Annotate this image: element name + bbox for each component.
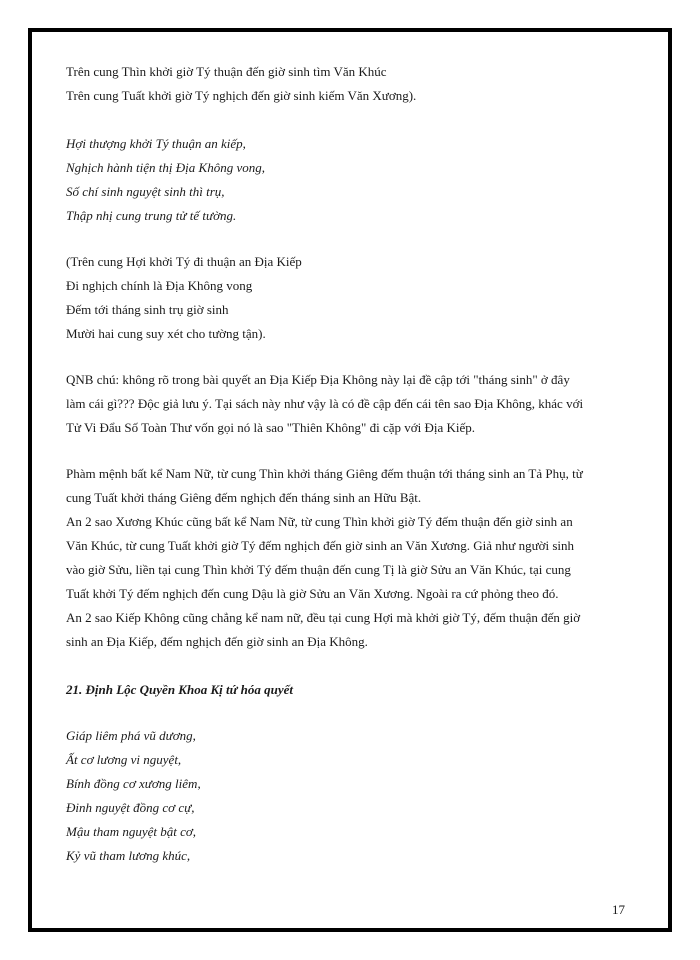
note-line: QNB chú: không rõ trong bài quyết an Địa Kiếp Địa Không này lại đề cập tới "tháng sinh" ở đây (66, 372, 570, 387)
explanation-line: Văn Khúc, từ cung Tuất khởi giờ Tý đếm nghịch đến giờ sinh an Văn Xương. Giả như người sinh (66, 538, 575, 553)
translation-line: (Trên cung Hợi khởi Tý đi thuận an Địa Kiếp (66, 254, 302, 269)
poem-line: Ất cơ lương vi nguyệt, (66, 752, 182, 767)
page-number: 17 (612, 902, 625, 917)
poem-line: Thập nhị cung trung tử tế tường. (66, 208, 237, 223)
poem-line: Số chí sinh nguyệt sinh thì trụ, (66, 184, 225, 199)
note-line: làm cái gì??? Độc giả lưu ý. Tại sách này như vậy là có đề cập đến cái tên sao Địa Không, khác với (66, 396, 584, 411)
poem-line: Kỷ vũ tham lương khúc, (66, 848, 191, 863)
explanation-line: An 2 sao Xương Khúc cũng bất kể Nam Nữ, từ cung Thìn khởi giờ Tý đếm thuận đến giờ sinh an (66, 514, 573, 529)
translation-line: Mười hai cung suy xét cho tường tận). (66, 326, 266, 341)
explanation-line: sinh an Địa Kiếp, đếm nghịch đến giờ sinh an Địa Không. (66, 634, 368, 649)
explanation-line: An 2 sao Kiếp Không cũng chẳng kể nam nữ, đều tại cung Hợi mà khởi giờ Tý, đếm thuận đến giờ (66, 610, 581, 625)
text-line: Trên cung Tuất khởi giờ Tý nghịch đến giờ sinh kiếm Văn Xương). (66, 88, 417, 103)
explanation-line: cung Tuất khởi tháng Giêng đếm nghịch đến tháng sinh an Hữu Bật. (66, 490, 422, 505)
poem-line: Nghịch hành tiện thị Địa Không vong, (66, 160, 265, 175)
translation-line: Đếm tới tháng sinh trụ giờ sinh (66, 302, 229, 317)
section-heading: 21. Định Lộc Quyền Khoa Kị tứ hóa quyết (66, 682, 294, 697)
note-line: Tử Vi Đẩu Số Toàn Thư vốn gọi nó là sao "Thiên Không" đi cặp với Địa Kiếp. (66, 420, 476, 435)
poem-line: Đinh nguyệt đồng cơ cự, (66, 800, 195, 815)
translation-line: Đi nghịch chính là Địa Không vong (66, 278, 253, 293)
explanation-line: Phàm mệnh bất kể Nam Nữ, từ cung Thìn khởi tháng Giêng đếm thuận tới tháng sinh an Tả Phụ, từ (66, 466, 583, 481)
text-line: Trên cung Thìn khởi giờ Tý thuận đến giờ sinh tìm Văn Khúc (66, 64, 387, 79)
poem-line: Bính đồng cơ xương liêm, (66, 776, 201, 791)
poem-line: Giáp liêm phá vũ dương, (66, 728, 196, 743)
poem-line: Hợi thượng khởi Tý thuận an kiếp, (66, 136, 246, 151)
explanation-line: Tuất khởi Tý đếm nghịch đến cung Dậu là giờ Sửu an Văn Xương. Ngoài ra cứ phỏng theo đó. (66, 586, 559, 601)
poem-line: Mậu tham nguyệt bật cơ, (66, 824, 197, 839)
explanation-line: vào giờ Sửu, liền tại cung Thìn khởi Tý đếm thuận đến cung Tị là giờ Sửu an Văn Khúc, tại cung (66, 562, 571, 577)
